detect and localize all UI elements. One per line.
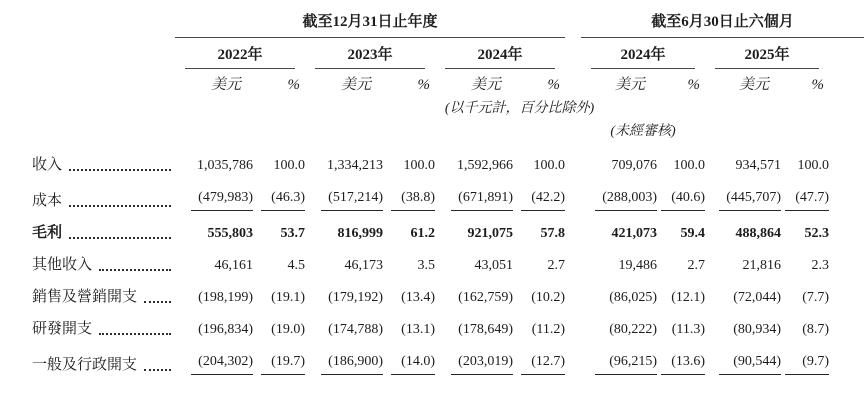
- spacer: [0, 95, 175, 117]
- spacer: [565, 38, 581, 70]
- cell-value: (13.1): [401, 322, 435, 337]
- cell-value: (80,222): [609, 322, 658, 337]
- cell-value: 421,073: [611, 226, 658, 241]
- col-header-usd: 美元: [470, 77, 501, 93]
- cell-value: (90,544): [719, 352, 781, 375]
- spacer: [829, 243, 864, 275]
- cell-value: 555,803: [207, 226, 253, 241]
- cell-value: 1,035,786: [197, 158, 253, 173]
- cell-value: (178,649): [458, 322, 513, 337]
- cell-value: (72,044): [733, 290, 782, 305]
- cell-value: (12.1): [671, 290, 706, 305]
- col-header-usd: 美元: [340, 77, 371, 93]
- spacer: [829, 117, 864, 140]
- cell-value: 2.3: [811, 258, 830, 273]
- cell-value: (19.0): [271, 322, 305, 337]
- cell-value: 816,999: [337, 226, 383, 241]
- table-row-selling-marketing-expenses: [0, 275, 864, 307]
- cell-value: 52.3: [804, 226, 830, 241]
- cell-value: 4.5: [287, 258, 305, 273]
- cell-value: 921,075: [467, 226, 513, 241]
- year-header-2023: 2023年: [315, 46, 425, 69]
- cell-value: 100.0: [403, 158, 435, 173]
- col-header-pct: %: [287, 77, 300, 93]
- row-label: 其他收入: [32, 257, 93, 273]
- period-header-interim: 截至6月30日止六個月: [581, 4, 864, 38]
- col-header-pct: %: [687, 77, 701, 93]
- spacer: [829, 69, 864, 95]
- period-header-annual: 截至12月31日止年度: [175, 4, 565, 38]
- cell-value: (198,199): [198, 290, 253, 305]
- cell-value: (38.8): [391, 188, 435, 211]
- spacer: [0, 69, 175, 95]
- cell-value: (86,025): [609, 290, 658, 305]
- cell-value: (42.2): [521, 188, 565, 211]
- cell-value: 43,051: [474, 258, 513, 273]
- row-label: 銷售及營銷開支: [32, 289, 138, 305]
- cell-value: 488,864: [735, 226, 782, 241]
- cell-value: (19.1): [271, 290, 305, 305]
- cell-value: (80,934): [733, 322, 782, 337]
- spacer: [565, 140, 581, 175]
- cell-value: (96,215): [595, 352, 657, 375]
- unaudited-note-row: [0, 117, 864, 140]
- table-row-gross-profit: [0, 211, 864, 243]
- cell-value: (162,759): [458, 290, 513, 305]
- cell-value: 53.7: [280, 226, 305, 241]
- cell-value: 19,486: [618, 258, 658, 273]
- cell-value: (12.7): [521, 352, 565, 375]
- cell-value: 100.0: [273, 158, 305, 173]
- cell-value: 21,816: [742, 258, 782, 273]
- cell-value: (47.7): [785, 188, 829, 211]
- cell-value: (517,214): [321, 188, 383, 211]
- units-note: (以千元計，百分比除外): [444, 101, 595, 116]
- cell-value: 57.8: [540, 226, 566, 241]
- period-title-row: [0, 4, 864, 38]
- cell-value: (7.7): [802, 290, 830, 305]
- spacer: [565, 175, 581, 211]
- table-row-rd-expenses: [0, 307, 864, 339]
- row-label: 毛利: [32, 225, 63, 241]
- cell-value: (19.7): [261, 352, 305, 375]
- spacer: [565, 243, 581, 275]
- cell-value: 3.5: [417, 258, 435, 273]
- table-row-revenue: [0, 140, 864, 175]
- col-header-usd: 美元: [210, 77, 241, 93]
- spacer: [565, 117, 581, 140]
- row-label: 一般及行政開支: [32, 357, 138, 373]
- cell-value: 2.7: [687, 258, 706, 273]
- cell-value: (445,707): [719, 188, 781, 211]
- cell-value: (671,891): [451, 188, 513, 211]
- dot-leader: [99, 269, 171, 271]
- cell-value: 100.0: [797, 158, 830, 173]
- cell-value: (174,788): [328, 322, 383, 337]
- year-header-2024: 2024年: [445, 46, 555, 69]
- col-header-pct: %: [811, 77, 825, 93]
- col-header-pct: %: [547, 77, 561, 93]
- spacer: [0, 117, 175, 140]
- cell-value: (186,900): [321, 352, 383, 375]
- financial-summary-table: [0, 4, 864, 375]
- cell-value: (179,192): [328, 290, 383, 305]
- year-header-2022: 2022年: [185, 46, 295, 69]
- cell-value: (40.6): [661, 188, 705, 211]
- cell-value: 934,571: [735, 158, 782, 173]
- cell-value: 2.7: [547, 258, 566, 273]
- unaudited-note: (未經審核): [610, 124, 676, 139]
- dot-leader: [69, 205, 171, 207]
- cell-value: 1,592,966: [457, 158, 513, 173]
- table-row-other-income: [0, 243, 864, 275]
- table-row-cost: [0, 175, 864, 211]
- dot-leader: [144, 301, 171, 303]
- cell-value: 46,173: [344, 258, 383, 273]
- cell-value: (203,019): [451, 352, 513, 375]
- cell-value: (8.7): [802, 322, 830, 337]
- spacer: [0, 38, 175, 70]
- spacer: [565, 275, 581, 307]
- year-header-2025: 2025年: [715, 46, 819, 69]
- row-label: 收入: [32, 157, 63, 173]
- cell-value: 59.4: [680, 226, 706, 241]
- cell-value: (479,983): [191, 188, 253, 211]
- cell-value: 46,161: [214, 258, 253, 273]
- cell-value: (10.2): [531, 290, 566, 305]
- row-label: 研發開支: [32, 321, 93, 337]
- spacer: [829, 275, 864, 307]
- cell-value: (196,834): [198, 322, 253, 337]
- cell-value: 100.0: [533, 158, 566, 173]
- spacer: [829, 339, 864, 375]
- spacer: [565, 307, 581, 339]
- year-header-2024-interim: 2024年: [591, 46, 695, 69]
- spacer: [829, 140, 864, 175]
- spacer: [565, 4, 581, 38]
- cell-value: (204,302): [191, 352, 253, 375]
- cell-value: (11.3): [671, 322, 706, 337]
- col-header-usd: 美元: [739, 77, 770, 93]
- units-note-row: [0, 95, 864, 117]
- spacer: [829, 175, 864, 211]
- spacer: [0, 4, 175, 38]
- cell-value: 1,334,213: [327, 158, 383, 173]
- cell-value: 61.2: [410, 226, 435, 241]
- spacer: [565, 339, 581, 375]
- cell-value: (13.4): [401, 290, 435, 305]
- spacer: [565, 211, 581, 243]
- spacer: [565, 69, 581, 95]
- cell-value: 100.0: [673, 158, 706, 173]
- spacer: [829, 211, 864, 243]
- spacer: [829, 307, 864, 339]
- spacer: [175, 117, 565, 140]
- cell-value: (288,003): [595, 188, 657, 211]
- dot-leader: [69, 237, 171, 239]
- row-label: 成本: [32, 193, 63, 209]
- cell-value: (13.6): [661, 352, 705, 375]
- col-header-usd: 美元: [615, 77, 646, 93]
- cell-value: (14.0): [391, 352, 435, 375]
- dot-leader: [69, 169, 171, 171]
- cell-value: (46.3): [261, 188, 305, 211]
- cell-value: (9.7): [785, 352, 829, 375]
- col-header-pct: %: [417, 77, 430, 93]
- cell-value: 709,076: [611, 158, 658, 173]
- year-header-row: [0, 38, 864, 70]
- table-row-general-admin-expenses: [0, 339, 864, 375]
- spacer: [705, 117, 829, 140]
- dot-leader: [99, 333, 171, 335]
- column-header-row: [0, 69, 864, 95]
- spacer: [829, 38, 864, 70]
- dot-leader: [144, 369, 171, 371]
- cell-value: (11.2): [531, 322, 566, 337]
